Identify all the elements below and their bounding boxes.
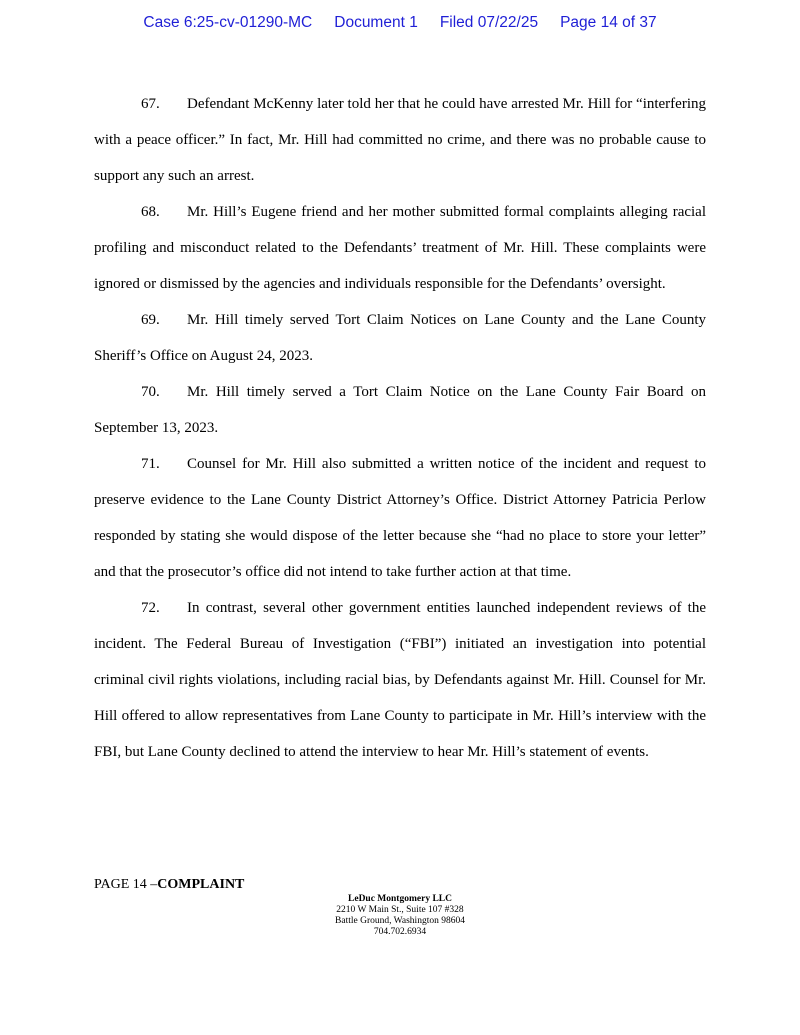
paragraph-number: 67.	[141, 96, 160, 112]
document-number: Document 1	[334, 14, 418, 31]
document-body	[94, 86, 706, 770]
firm-address-block	[0, 894, 800, 938]
paragraph-number: 69.	[141, 312, 160, 328]
paragraph-text: Defendant McKenny later told her that he could have arrested Mr. Hill for “interfering with a peace officer.” In fact, Mr. Hill had committed no crime, and there was no probable cause to support any such an arrest.	[94, 96, 706, 184]
case-header	[0, 14, 800, 32]
filed-date: Filed 07/22/25	[439, 14, 539, 31]
paragraph-67	[94, 86, 706, 194]
paragraph-71	[94, 446, 706, 590]
paragraph-69	[94, 302, 706, 374]
firm-address-line1: 2210 W Main St., Suite 107 #328	[336, 905, 464, 915]
paragraph-68	[94, 194, 706, 302]
firm-phone: 704.702.6934	[373, 927, 427, 937]
firm-address-line2: Battle Ground, Washington 98604	[335, 916, 465, 926]
paragraph-text: Mr. Hill timely served Tort Claim Notices on Lane County and the Lane County Sheriff’s Office on August 24, 2023.	[94, 312, 706, 364]
page-indicator: Page 14 of 37	[560, 14, 657, 31]
paragraph-text: Counsel for Mr. Hill also submitted a written notice of the incident and request to preserve evidence to the Lane County District Attorney’s Office. District Attorney Patricia Perlow responded by stating she would dispose of the letter because she “had no place to store your letter” and that the prosecutor’s office did not intend to take further action at that time.	[94, 456, 706, 580]
page-footer-label	[94, 877, 244, 893]
paragraph-number: 72.	[141, 600, 160, 616]
paragraph-number: 71.	[141, 456, 160, 472]
paragraph-text: In contrast, several other government entities launched independent reviews of the incident. The Federal Bureau of Investigation (“FBI”) initiated an investigation into potential criminal civil rights violations, including racial bias, by Defendants against Mr. Hill. Counsel for Mr. Hill offered to allow representatives from Lane County to participate in Mr. Hill’s interview with the FBI, but Lane County declined to attend the interview to hear Mr. Hill’s statement of events.	[94, 600, 706, 760]
paragraph-text: Mr. Hill’s Eugene friend and her mother submitted formal complaints alleging racial profiling and misconduct related to the Defendants’ treatment of Mr. Hill. These complaints were ignored or dismissed by the agencies and individuals responsible for the Defendants’ oversight.	[94, 204, 706, 292]
footer-doc-title: COMPLAINT	[157, 877, 245, 892]
paragraph-number: 70.	[141, 384, 160, 400]
firm-name: LeDuc Montgomery LLC	[348, 894, 452, 904]
case-number: Case 6:25-cv-01290-MC	[143, 14, 313, 31]
paragraph-70	[94, 374, 706, 446]
paragraph-72	[94, 590, 706, 770]
paragraph-text: Mr. Hill timely served a Tort Claim Notice on the Lane County Fair Board on September 13, 2023.	[94, 384, 706, 436]
footer-page-label: PAGE 14 –	[94, 877, 158, 892]
paragraph-number: 68.	[141, 204, 160, 220]
